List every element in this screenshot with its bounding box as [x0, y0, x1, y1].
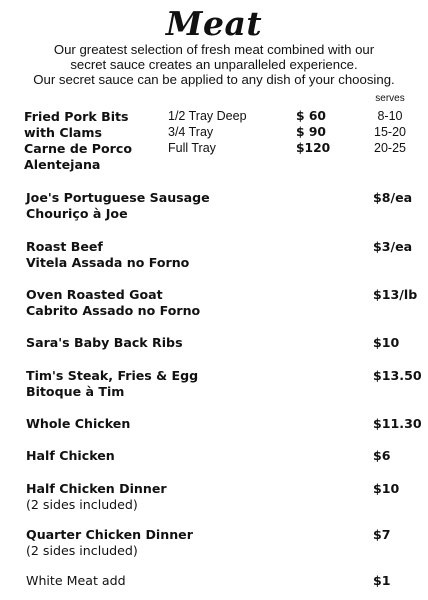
menu-item-name	[26, 287, 200, 319]
menu-item-price: $6	[373, 448, 391, 463]
menu-item-name	[26, 416, 130, 432]
menu-item-price: $8/ea	[373, 190, 413, 205]
menu-item-name-line: Joe's Portuguese Sausage	[26, 190, 210, 205]
menu-item-price: $11.30	[373, 416, 422, 431]
tray-serves: 20-25	[374, 141, 406, 155]
tray-dish-name-line: Alentejana	[24, 157, 101, 172]
menu-item-name-line: Chouriço à Joe	[26, 206, 128, 221]
tray-size: Full Tray	[168, 141, 216, 155]
intro-line: Our greatest selection of fresh meat combined with our	[53, 42, 375, 57]
menu-item-name	[26, 335, 183, 351]
menu-item-price: $1	[373, 573, 391, 588]
menu-item-name-line: Half Chicken Dinner	[26, 481, 167, 496]
menu-item-price: $13/lb	[373, 287, 418, 302]
tray-dish-name-line: with Clams	[24, 125, 102, 140]
menu-item-name	[26, 527, 193, 559]
tray-price: $ 60	[296, 109, 326, 123]
tray-size: 1/2 Tray Deep	[168, 109, 247, 123]
menu-item-price: $7	[373, 527, 391, 542]
tray-option-row	[0, 109, 428, 125]
tray-serves: 15-20	[374, 125, 406, 139]
intro-line: secret sauce creates an unparalleled experience.	[70, 57, 358, 72]
menu-item-name-line: Quarter Chicken Dinner	[26, 527, 193, 542]
menu-item-price: $10	[373, 335, 400, 350]
menu-item-name-line: Half Chicken	[26, 448, 115, 463]
tray-size: 3/4 Tray	[168, 125, 214, 139]
menu-item-price: $3/ea	[373, 239, 413, 254]
menu-item-name-line: Tim's Steak, Fries & Egg	[26, 368, 199, 383]
tray-serves: 8-10	[377, 109, 403, 123]
menu-item-name-line: Sara's Baby Back Ribs	[26, 335, 183, 350]
menu-item-price: $13.50	[373, 368, 422, 383]
menu-title: Meat	[165, 4, 263, 43]
menu-item-name-line: Roast Beef	[26, 239, 103, 254]
menu-item-name-line: Vitela Assada no Forno	[26, 255, 190, 270]
menu-item-name	[26, 239, 189, 271]
menu-item-note: (2 sides included)	[26, 497, 138, 512]
menu-intro	[0, 42, 428, 87]
menu-item-name-line: White Meat add	[26, 573, 126, 588]
serves-header: serves	[375, 93, 405, 104]
menu-item-name	[26, 573, 126, 589]
menu-item-name	[26, 481, 167, 513]
menu-item-name-line: Whole Chicken	[26, 416, 131, 431]
tray-price: $120	[296, 141, 331, 155]
tray-section	[0, 93, 428, 173]
tray-option-row	[0, 141, 428, 157]
intro-line: Our secret sauce can be applied to any dish of your choosing.	[33, 72, 395, 87]
menu-item-name-line: Oven Roasted Goat	[26, 287, 163, 302]
menu-item-name	[26, 190, 210, 222]
tray-dish-name-line: Carne de Porco	[24, 141, 132, 156]
tray-price: $ 90	[296, 125, 326, 139]
menu-item-name	[26, 448, 115, 464]
menu-item-price: $10	[373, 481, 400, 496]
menu-item-name-line: Cabrito Assado no Forno	[26, 303, 201, 318]
menu-item-note: (2 sides included)	[26, 543, 138, 558]
tray-option-row	[0, 125, 428, 141]
menu-item-name-line: Bitoque à Tim	[26, 384, 125, 399]
tray-dish-name-line: Fried Pork Bits	[24, 109, 129, 124]
menu-item-name	[26, 368, 198, 400]
